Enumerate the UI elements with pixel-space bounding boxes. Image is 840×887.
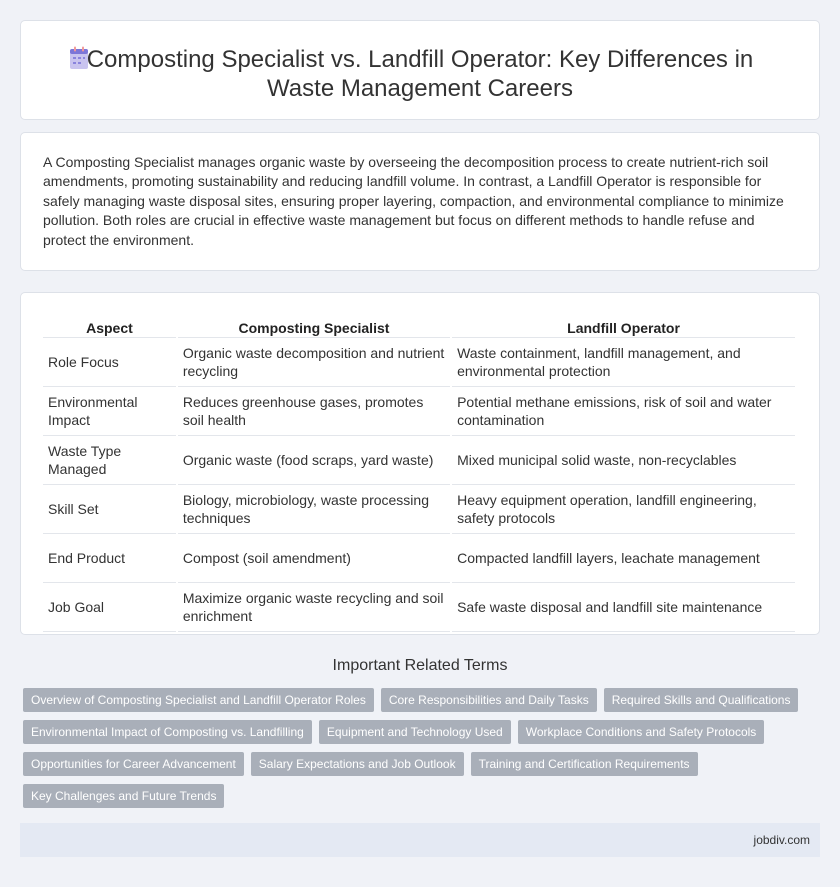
table-row — [43, 436, 795, 485]
table-cell: Role Focus — [43, 338, 176, 387]
comparison-table — [41, 313, 797, 632]
table-cell: Organic waste (food scraps, yard waste) — [178, 436, 450, 485]
table-cell: Maximize organic waste recycling and soil enrichment — [178, 583, 450, 632]
column-header-landfill: Landfill Operator — [452, 313, 795, 338]
related-term-tag[interactable]: Environmental Impact of Composting vs. Landfilling — [23, 720, 312, 744]
table-cell: End Product — [43, 534, 176, 583]
intro-card — [20, 132, 820, 271]
table-header-row — [43, 313, 795, 338]
table-row — [43, 338, 795, 387]
page-title: Composting Specialist vs. Landfill Operator: Key Differences in Waste Management Careers — [86, 46, 754, 102]
table-cell: Compacted landfill layers, leachate management — [452, 534, 795, 583]
table-row — [43, 387, 795, 436]
header-card — [20, 20, 820, 120]
table-cell: Job Goal — [43, 583, 176, 632]
table-cell: Biology, microbiology, waste processing techniques — [178, 485, 450, 534]
related-term-tag[interactable]: Core Responsibilities and Daily Tasks — [381, 688, 597, 712]
related-term-tag[interactable]: Overview of Composting Specialist and Landfill Operator Roles — [23, 688, 374, 712]
table-cell: Potential methane emissions, risk of soil and water contamination — [452, 387, 795, 436]
table-cell: Skill Set — [43, 485, 176, 534]
table-row — [43, 485, 795, 534]
table-cell: Waste Type Managed — [43, 436, 176, 485]
footer — [20, 823, 820, 857]
related-term-tag[interactable]: Required Skills and Qualifications — [604, 688, 799, 712]
related-terms-list — [23, 688, 803, 808]
intro-paragraph: A Composting Specialist manages organic waste by overseeing the decomposition process to create nutrient-rich soil amendments, promoting sustainability and reducing landfill volume. In contrast, a Landfill Operator is responsible for safely managing waste disposal sites, ensuring proper layering, compaction, and environmental compliance to minimize pollution. Both roles are crucial in effective waste management but focus on different methods to handle refuse and protect the environment. — [43, 154, 784, 248]
comparison-card — [20, 292, 820, 635]
table-cell: Organic waste decomposition and nutrient recycling — [178, 338, 450, 387]
table-cell: Compost (soil amendment) — [178, 534, 450, 583]
related-terms-heading: Important Related Terms — [332, 657, 508, 674]
column-header-aspect: Aspect — [43, 313, 176, 338]
footer-site-link[interactable]: jobdiv.com — [753, 833, 810, 847]
table-row — [43, 534, 795, 583]
table-cell: Mixed municipal solid waste, non-recyclables — [452, 436, 795, 485]
related-term-tag[interactable]: Salary Expectations and Job Outlook — [251, 752, 464, 776]
related-term-tag[interactable]: Equipment and Technology Used — [319, 720, 511, 744]
table-cell: Environmental Impact — [43, 387, 176, 436]
table-cell: Reduces greenhouse gases, promotes soil health — [178, 387, 450, 436]
table-cell: Safe waste disposal and landfill site maintenance — [452, 583, 795, 632]
table-cell: Waste containment, landfill management, and environmental protection — [452, 338, 795, 387]
related-term-tag[interactable]: Workplace Conditions and Safety Protocols — [518, 720, 765, 744]
column-header-composting: Composting Specialist — [178, 313, 450, 338]
related-term-tag[interactable]: Key Challenges and Future Trends — [23, 784, 224, 808]
table-cell: Heavy equipment operation, landfill engineering, safety protocols — [452, 485, 795, 534]
related-term-tag[interactable]: Opportunities for Career Advancement — [23, 752, 244, 776]
table-row — [43, 583, 795, 632]
related-term-tag[interactable]: Training and Certification Requirements — [471, 752, 698, 776]
